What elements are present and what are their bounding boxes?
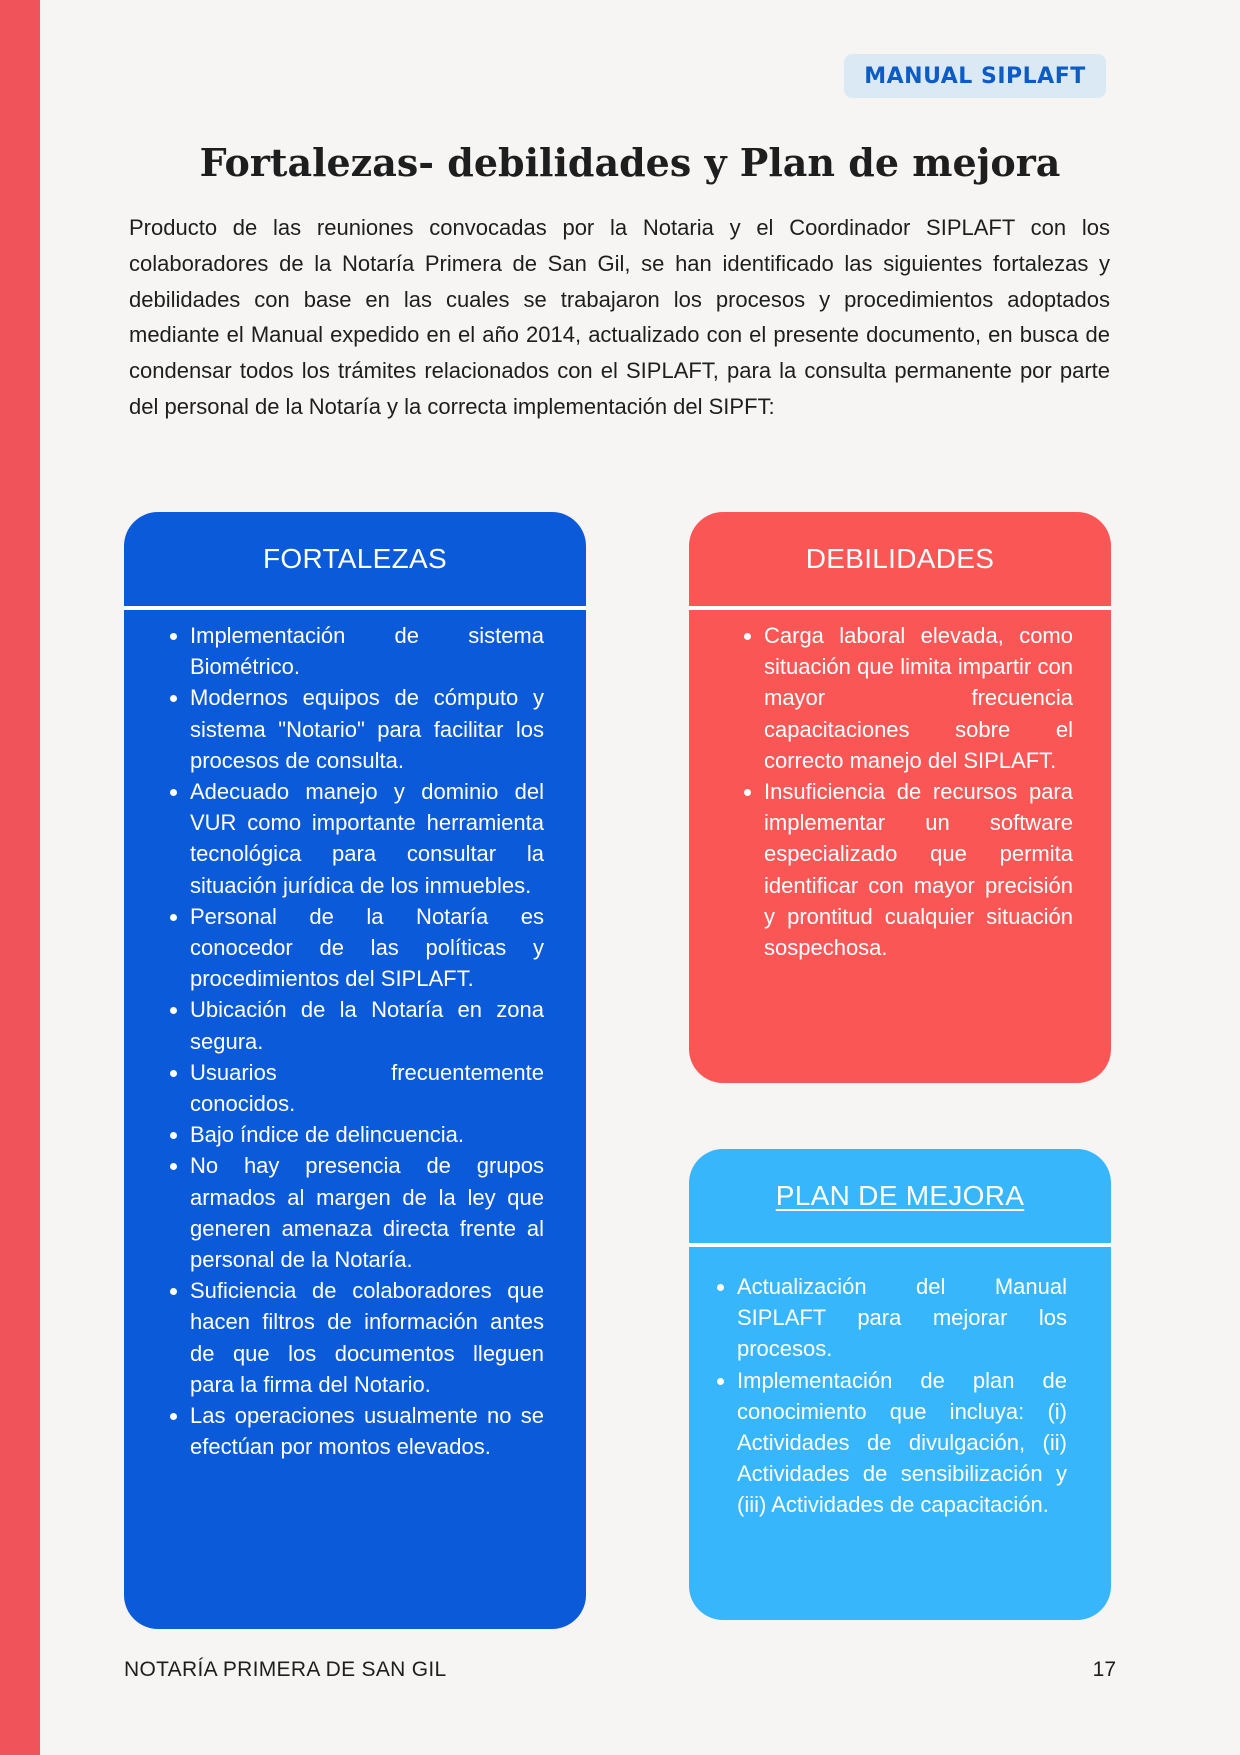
list-item: • Implementación de sistema Biométrico. bbox=[190, 620, 544, 682]
list-item: • Ubicación de la Notaría en zona segura. bbox=[190, 994, 544, 1056]
plan-list bbox=[689, 1247, 1111, 1521]
fortalezas-card bbox=[124, 512, 586, 1629]
list-item: • Personal de la Notaría es conocedor de las políticas y procedimientos del SIPLAFT. bbox=[190, 901, 544, 995]
left-accent-bar bbox=[0, 0, 40, 1755]
list-item: • Insuficiencia de recursos para implementar un software especializado que permita identificar con mayor precisión y prontitud cualquier situación sospechosa. bbox=[764, 776, 1073, 963]
list-item: • Adecuado manejo y dominio del VUR como importante herramienta tecnológica para consultar la situación jurídica de los inmuebles. bbox=[190, 776, 544, 901]
plan-heading bbox=[689, 1149, 1111, 1243]
list-item: • Carga laboral elevada, como situación que limita impartir con mayor frecuencia capacitaciones sobre el correcto manejo del SIPLAFT. bbox=[764, 620, 1073, 776]
list-item: • Actualización del Manual SIPLAFT para mejorar los procesos. bbox=[737, 1271, 1067, 1365]
manual-badge: MANUAL SIPLAFT bbox=[844, 54, 1106, 98]
list-item: • No hay presencia de grupos armados al margen de la ley que generen amenaza directa frente al personal de la Notaría. bbox=[190, 1150, 544, 1275]
debilidades-card bbox=[689, 512, 1111, 1083]
fortalezas-heading: FORTALEZAS bbox=[262, 543, 447, 574]
plan-de-mejora-card bbox=[689, 1149, 1111, 1620]
page-title: Fortalezas- debilidades y Plan de mejora bbox=[199, 140, 1061, 185]
list-item: • Implementación de plan de conocimiento que incluya: (i) Actividades de divulgación, (ii) Actividades de sensibilización y (iii) Actividades de capacitación. bbox=[737, 1365, 1067, 1521]
page-number: 17 bbox=[1092, 1658, 1116, 1681]
debilidades-list bbox=[689, 610, 1111, 963]
list-item: • Suficiencia de colaboradores que hacen filtros de información antes de que los documentos lleguen para la firma del Notario. bbox=[190, 1275, 544, 1400]
list-item: • Las operaciones usualmente no se efectúan por montos elevados. bbox=[190, 1400, 544, 1462]
plan-heading-text: PLAN DE MEJORA bbox=[775, 1180, 1025, 1211]
list-item: • Modernos equipos de cómputo y sistema "Notario" para facilitar los procesos de consulta. bbox=[190, 682, 544, 776]
list-item: • Usuarios frecuentemente conocidos. bbox=[190, 1057, 544, 1119]
footer-organization: NOTARÍA PRIMERA DE SAN GIL bbox=[124, 1658, 447, 1681]
intro-paragraph: Producto de las reuniones convocadas por la Notaria y el Coordinador SIPLAFT con los colaboradores de la Notaría Primera de San Gil, se han identificado las siguientes fortalezas y debilidades con base en las cuales se trabajaron los procesos y procedimientos adoptados mediante el Manual expedido en el año 2014, actualizado con el presente documento, en busca de condensar todos los trámites relacionados con el SIPLAFT, para la consulta permanente por parte del personal de la Notaría y la correcta implementación del SIPFT: bbox=[129, 215, 1110, 419]
debilidades-heading: DEBILIDADES bbox=[805, 543, 995, 574]
list-item: • Bajo índice de delincuencia. bbox=[190, 1119, 544, 1150]
fortalezas-list bbox=[124, 610, 586, 1462]
